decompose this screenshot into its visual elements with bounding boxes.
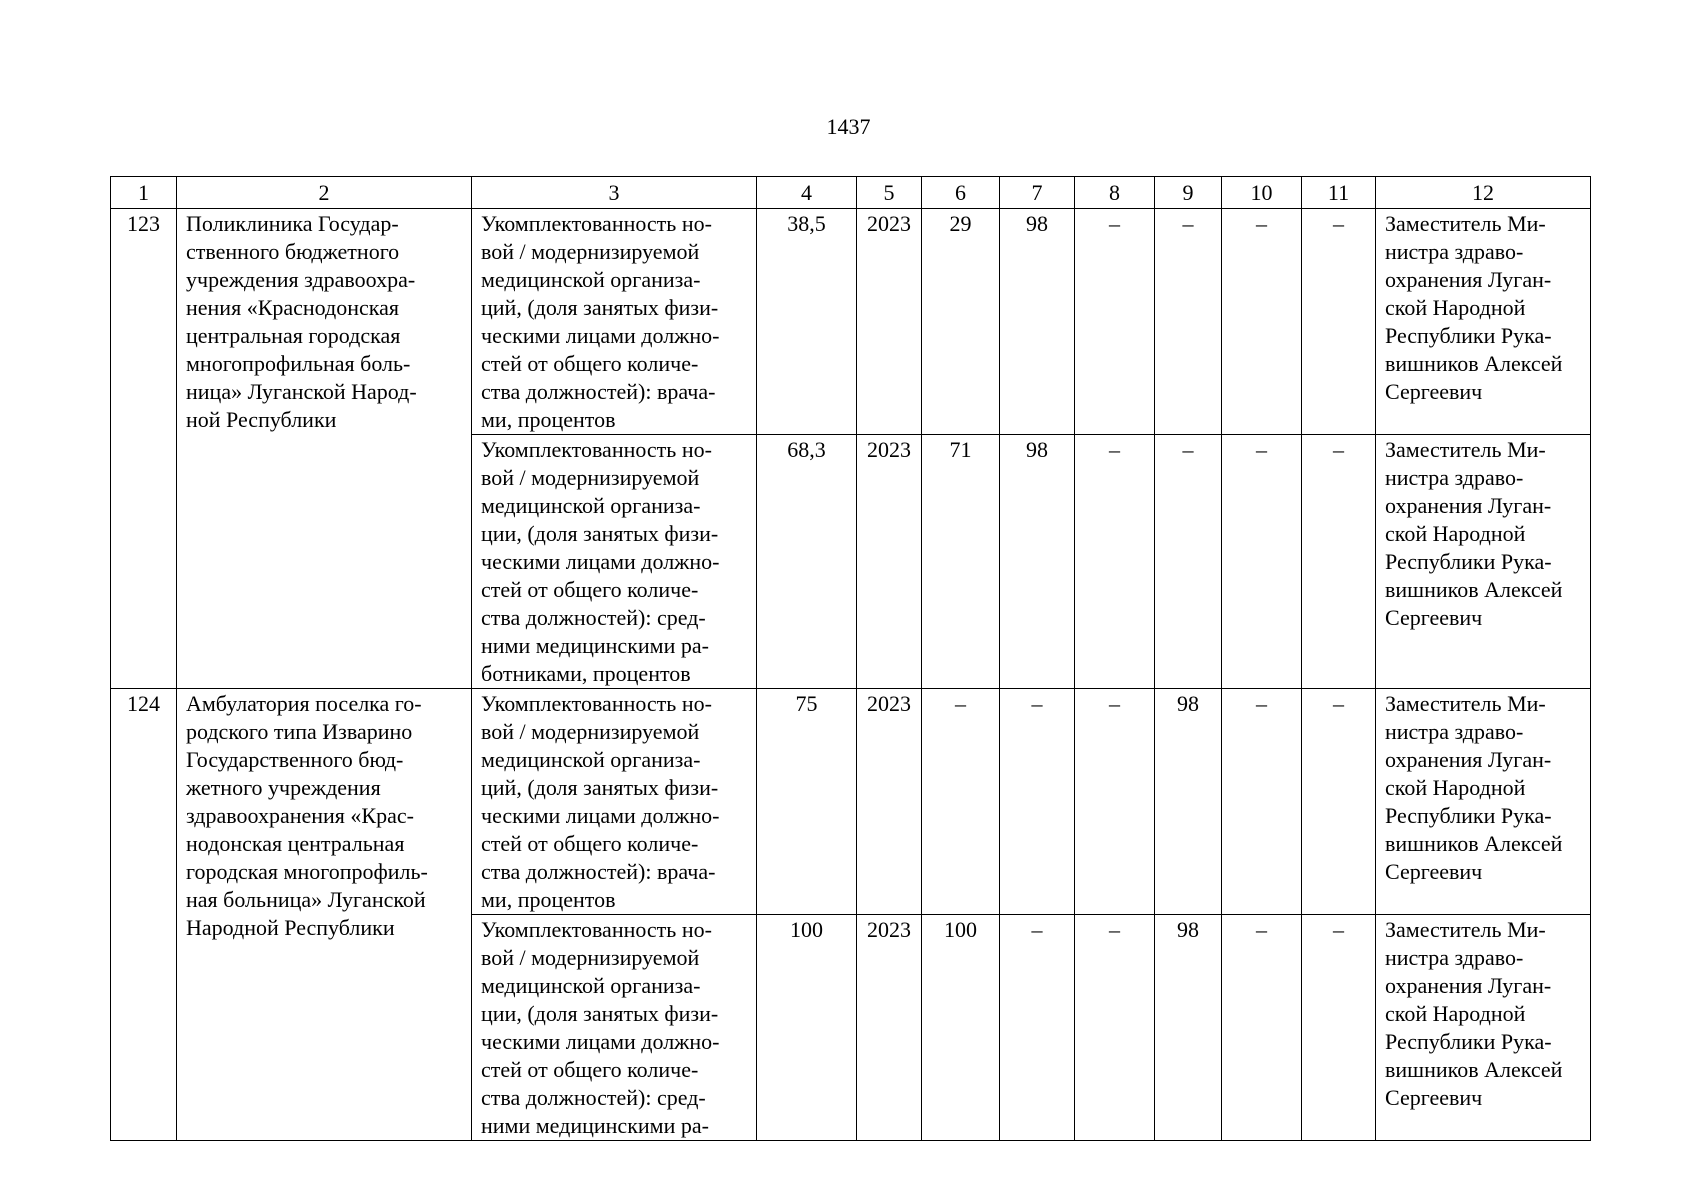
- table-row: [111, 209, 1591, 435]
- cell-value: –: [1075, 435, 1155, 689]
- organization-name: Поликлиника Государ- ственного бюджетного учреждения здравоохра- нения «Краснодонская центральная городская многопрофильная боль- ница» Луганской Народ- ной Республики: [177, 209, 472, 689]
- cell-value: 98: [1155, 689, 1222, 915]
- cell-value: 29: [922, 209, 1000, 435]
- column-header: 12: [1376, 177, 1591, 209]
- cell-value: 98: [1000, 435, 1075, 689]
- cell-value: 68,3: [757, 435, 857, 689]
- responsible-person: Заместитель Ми- нистра здраво- охранения Луган- ской Народной Республики Рука- вишников Алексей Сергеевич: [1376, 435, 1591, 689]
- cell-value: 75: [757, 689, 857, 915]
- cell-value: 38,5: [757, 209, 857, 435]
- cell-year: 2023: [857, 435, 922, 689]
- column-header: 1: [111, 177, 177, 209]
- cell-value: –: [1222, 689, 1302, 915]
- cell-value: –: [1302, 209, 1376, 435]
- cell-value: –: [1155, 209, 1222, 435]
- indicator-text: Укомплектованность но- вой / модернизируемой медицинской организа- ций, (доля занятых физи- ческими лицами должно- стей от общего количе- ства должностей): врача- ми, процентов: [472, 209, 757, 435]
- cell-year: 2023: [857, 689, 922, 915]
- cell-value: –: [1000, 689, 1075, 915]
- cell-value: –: [1302, 915, 1376, 1141]
- cell-value: –: [1222, 209, 1302, 435]
- column-header: 8: [1075, 177, 1155, 209]
- cell-year: 2023: [857, 209, 922, 435]
- cell-value: 100: [922, 915, 1000, 1141]
- column-header: 4: [757, 177, 857, 209]
- cell-value: 98: [1000, 209, 1075, 435]
- cell-value: –: [1302, 689, 1376, 915]
- cell-value: –: [1302, 435, 1376, 689]
- column-header: 11: [1302, 177, 1376, 209]
- column-header: 6: [922, 177, 1000, 209]
- column-header: 7: [1000, 177, 1075, 209]
- cell-value: –: [1222, 915, 1302, 1141]
- responsible-person: Заместитель Ми- нистра здраво- охранения Луган- ской Народной Республики Рука- вишников Алексей Сергеевич: [1376, 689, 1591, 915]
- organization-name: Амбулатория поселка го- родского типа Изварино Государственного бюд- жетного учреждения здравоохранения «Крас- нодонская центральная городская многопрофиль- ная больница» Луганской Народной Республики: [177, 689, 472, 1141]
- column-header: 3: [472, 177, 757, 209]
- cell-value: –: [1222, 435, 1302, 689]
- page-number: 1437: [826, 114, 871, 139]
- column-header: 10: [1222, 177, 1302, 209]
- row-number: 123: [111, 209, 177, 689]
- cell-value: 98: [1155, 915, 1222, 1141]
- cell-value: –: [1075, 689, 1155, 915]
- table-row: [111, 689, 1591, 915]
- responsible-person: Заместитель Ми- нистра здраво- охранения Луган- ской Народной Республики Рука- вишников Алексей Сергеевич: [1376, 209, 1591, 435]
- indicator-text: Укомплектованность но- вой / модернизируемой медицинской организа- ции, (доля занятых физи- ческими лицами должно- стей от общего количе- ства должностей): сред- ними медицинскими ра-: [472, 915, 757, 1141]
- responsible-person: Заместитель Ми- нистра здраво- охранения Луган- ской Народной Республики Рука- вишников Алексей Сергеевич: [1376, 915, 1591, 1141]
- indicator-text: Укомплектованность но- вой / модернизируемой медицинской организа- ций, (доля занятых физи- ческими лицами должно- стей от общего количе- ства должностей): врача- ми, процентов: [472, 689, 757, 915]
- cell-value: –: [1000, 915, 1075, 1141]
- cell-year: 2023: [857, 915, 922, 1141]
- cell-value: –: [1075, 209, 1155, 435]
- column-header: 2: [177, 177, 472, 209]
- column-header: 5: [857, 177, 922, 209]
- cell-value: 71: [922, 435, 1000, 689]
- cell-value: –: [1075, 915, 1155, 1141]
- cell-value: –: [1155, 435, 1222, 689]
- row-number: 124: [111, 689, 177, 1141]
- cell-value: 100: [757, 915, 857, 1141]
- indicator-text: Укомплектованность но- вой / модернизируемой медицинской организа- ции, (доля занятых физи- ческими лицами должно- стей от общего количе- ства должностей): сред- ними медицинскими ра- ботниками, процентов: [472, 435, 757, 689]
- cell-value: –: [922, 689, 1000, 915]
- indicators-table: [110, 176, 1591, 1141]
- column-header: 9: [1155, 177, 1222, 209]
- column-number-row: [111, 177, 1591, 209]
